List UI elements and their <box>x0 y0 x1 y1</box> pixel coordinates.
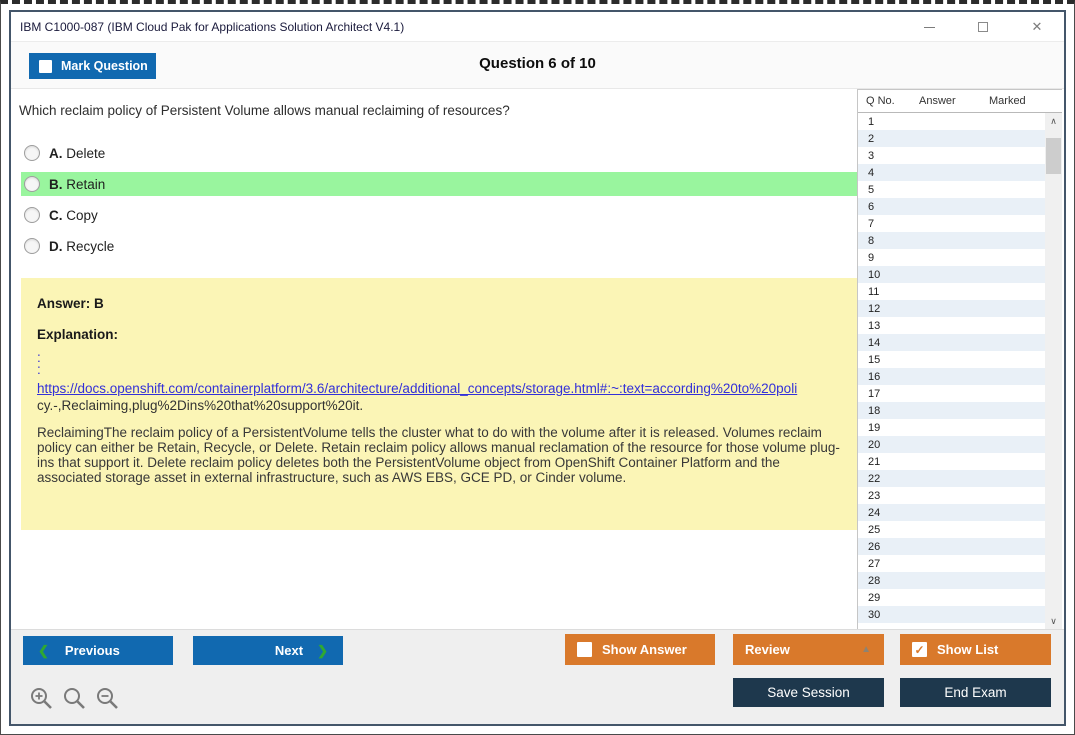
chevron-right-icon: ❯ <box>317 642 328 658</box>
option-label: B. Retain <box>49 176 106 192</box>
question-row[interactable] <box>858 589 1045 606</box>
scrollbar-thumb[interactable] <box>1046 138 1061 174</box>
next-label: Next <box>274 643 304 658</box>
header-strip <box>11 42 1064 89</box>
question-row-number: 5 <box>868 183 875 196</box>
option-row[interactable] <box>21 141 857 165</box>
zoom-in-icon[interactable] <box>29 686 55 712</box>
show-answer-label: Show Answer <box>602 642 687 657</box>
question-row-number: 4 <box>868 166 875 179</box>
option-label: D. Recycle <box>49 238 115 254</box>
column-marked: Marked <box>989 95 1026 107</box>
question-row-number: 9 <box>868 251 875 264</box>
review-label: Review <box>745 642 790 657</box>
title-bar <box>11 12 1064 42</box>
review-dropdown[interactable] <box>733 634 884 665</box>
question-row[interactable] <box>858 385 1045 402</box>
scroll-up-icon[interactable]: ∧ <box>1050 116 1057 126</box>
question-row[interactable] <box>858 487 1045 504</box>
next-button[interactable] <box>193 636 343 665</box>
end-exam-label: End Exam <box>944 685 1007 700</box>
option-label: C. Copy <box>49 207 98 223</box>
question-row-number: 22 <box>868 472 881 485</box>
question-row[interactable] <box>858 164 1045 181</box>
question-row[interactable] <box>858 130 1045 147</box>
pre-link-line: : <box>37 350 41 365</box>
question-row-number: 16 <box>868 370 881 383</box>
question-row-number: 20 <box>868 438 881 451</box>
question-row[interactable] <box>858 215 1045 232</box>
question-row[interactable] <box>858 521 1045 538</box>
footer-bar <box>11 629 1064 724</box>
question-row-number: 3 <box>868 149 875 162</box>
question-row-number: 1 <box>868 115 875 128</box>
maximize-button[interactable] <box>956 12 1010 42</box>
question-row-number: 25 <box>868 523 881 536</box>
question-row-number: 2 <box>868 132 875 145</box>
question-row[interactable] <box>858 300 1045 317</box>
mark-question-label: Mark Question <box>61 59 148 73</box>
reference-link-line <box>37 380 841 398</box>
question-row[interactable] <box>858 334 1045 351</box>
answer-explanation-panel <box>21 278 857 530</box>
question-rows <box>858 113 1045 629</box>
question-row-number: 21 <box>868 455 881 468</box>
question-row[interactable] <box>858 283 1045 300</box>
chevron-left-icon: ❮ <box>38 642 49 658</box>
question-row[interactable] <box>858 538 1045 555</box>
question-row-number: 27 <box>868 557 881 570</box>
explanation-text: ReclaimingThe reclaim policy of a PersistentVolume tells the cluster what to do with the volume after it is released. Volumes reclaim policy can either be Retain, Recycle, or Delete. Retain reclaim policy allows manual reclamation of the resource for those volume plug-ins that support it. Delete reclaim policy deletes both the PersistentVolume object from OpenShift Container Platform and the associated storage asset in external infrastructure, such as AWS EBS, GCE PD, or Cinder volume. <box>37 425 840 485</box>
zoom-tools <box>29 686 121 712</box>
zoom-reset-icon[interactable] <box>62 686 88 712</box>
question-row-number: 13 <box>868 319 881 332</box>
option-row[interactable] <box>21 203 857 227</box>
option-row[interactable] <box>21 234 857 258</box>
question-row-number: 14 <box>868 336 881 349</box>
show-list-checkbox[interactable]: ✓ <box>912 642 927 657</box>
question-row[interactable] <box>858 555 1045 572</box>
option-radio[interactable] <box>24 207 40 223</box>
question-row-number: 10 <box>868 268 881 281</box>
question-row[interactable] <box>858 419 1045 436</box>
question-row[interactable] <box>858 147 1045 164</box>
close-button[interactable] <box>1010 12 1064 42</box>
option-radio[interactable] <box>24 176 40 192</box>
content-area <box>11 89 1064 629</box>
question-counter: Question 6 of 10 <box>479 55 596 72</box>
show-list-button[interactable] <box>900 634 1051 665</box>
save-session-label: Save Session <box>767 685 850 700</box>
show-answer-button[interactable] <box>565 634 715 665</box>
question-row[interactable] <box>858 317 1045 334</box>
end-exam-button[interactable] <box>900 678 1051 707</box>
window-controls <box>902 12 1064 42</box>
previous-label: Previous <box>64 643 120 658</box>
question-row[interactable] <box>858 470 1045 487</box>
zoom-out-icon[interactable] <box>95 686 121 712</box>
maximize-icon <box>978 22 988 32</box>
question-row-number: 23 <box>868 489 881 502</box>
question-row-number: 26 <box>868 540 881 553</box>
reference-link-continuation: cy.-,Reclaiming,plug%2Dins%20that%20support%20it. <box>37 398 364 413</box>
option-row[interactable] <box>21 172 857 196</box>
question-row-number: 19 <box>868 421 881 434</box>
question-row[interactable] <box>858 436 1045 453</box>
close-icon: ✕ <box>1031 19 1043 34</box>
question-row[interactable] <box>858 198 1045 215</box>
question-row[interactable] <box>858 572 1045 589</box>
question-row[interactable] <box>858 266 1045 283</box>
question-row-number: 15 <box>868 353 881 366</box>
answer-options <box>21 141 857 265</box>
question-row[interactable] <box>858 351 1045 368</box>
question-row-number: 28 <box>868 574 881 587</box>
previous-button[interactable] <box>23 636 173 665</box>
question-row[interactable] <box>858 453 1045 470</box>
question-row[interactable] <box>858 368 1045 385</box>
minimize-button[interactable] <box>902 12 956 42</box>
question-row-number: 18 <box>868 404 881 417</box>
option-radio[interactable] <box>24 145 40 161</box>
chevron-up-icon: ▲ <box>861 644 871 655</box>
minimize-icon <box>924 27 935 28</box>
question-list-panel <box>857 89 1062 629</box>
question-row[interactable] <box>858 606 1045 623</box>
question-row[interactable] <box>858 504 1045 521</box>
show-list-label: Show List <box>937 642 999 657</box>
question-row[interactable] <box>858 232 1045 249</box>
question-list-header <box>858 90 1062 113</box>
question-row-number: 11 <box>868 285 880 298</box>
option-label: A. Delete <box>49 145 106 161</box>
question-row-number: 8 <box>868 234 875 247</box>
reference-link[interactable]: https://docs.openshift.com/containerplatform/3.6/architecture/additional_concepts/storage.html#:~:text=according%20to%20poli <box>37 381 798 396</box>
question-row[interactable] <box>858 113 1045 130</box>
question-row[interactable] <box>858 249 1045 266</box>
question-row-number: 12 <box>868 302 881 315</box>
scrollbar[interactable] <box>1045 113 1062 629</box>
answer-label: Answer: B <box>37 296 104 311</box>
question-pane <box>11 89 857 629</box>
question-row-number: 6 <box>868 200 875 213</box>
column-answer: Answer <box>919 95 956 107</box>
question-row[interactable] <box>858 402 1045 419</box>
scroll-down-icon[interactable]: ∨ <box>1050 616 1057 626</box>
question-row[interactable] <box>858 181 1045 198</box>
column-qno: Q No. <box>866 95 895 107</box>
question-row-number: 30 <box>868 608 881 621</box>
show-answer-checkbox[interactable] <box>577 642 592 657</box>
pre-link-line: : <box>37 362 41 377</box>
question-row-number: 29 <box>868 591 881 604</box>
window-title: IBM C1000-087 (IBM Cloud Pak for Applications Solution Architect V4.1) <box>20 20 405 34</box>
question-text: Which reclaim policy of Persistent Volume allows manual reclaiming of resources? <box>19 103 510 118</box>
option-radio[interactable] <box>24 238 40 254</box>
question-row-number: 17 <box>868 387 881 400</box>
save-session-button[interactable] <box>733 678 884 707</box>
question-row-number: 7 <box>868 217 875 230</box>
question-list-body <box>858 113 1062 629</box>
app-window <box>9 10 1066 726</box>
question-row-number: 24 <box>868 506 881 519</box>
explanation-label: Explanation: <box>37 327 119 342</box>
